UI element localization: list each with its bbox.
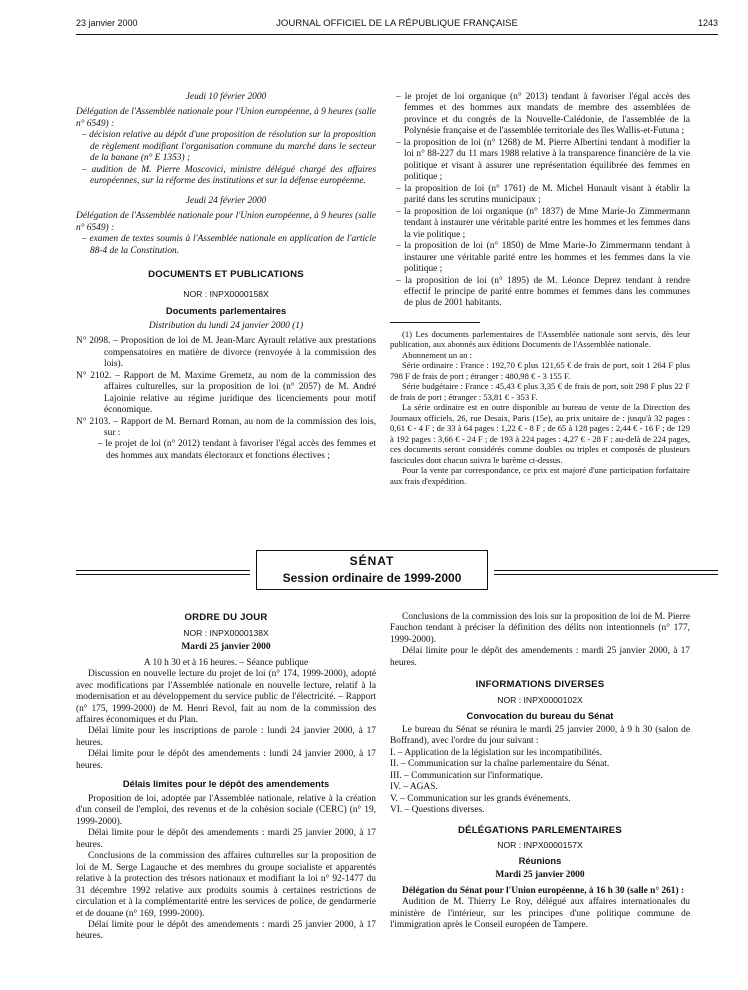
subsection-title: Convocation du bureau du Sénat [466, 709, 614, 721]
agenda-item: II. – Communication sur la chaîne parlementaire du Sénat. [390, 759, 610, 770]
journal-title: JOURNAL OFFICIEL DE LA RÉPUBLIQUE FRANÇAISE [276, 18, 518, 29]
footnote-text: (1) Les documents parlementaires de l'Assemblée nationale sont servis, dès leur publication, aux abonnés aux éditions Documents de l'Assemblée nationale. [390, 328, 690, 350]
agenda-item: V. – Communication sur les grands événements. [390, 793, 571, 804]
bill-item: – la proposition de loi (n° 1268) de M. Pierre Albertini tendant à modifier la loi n° 88-227 du 11 mars 1988 relative à la transparence financière de la vie politique et visant à assurer une représentation équilibrée des femmes en politique ; [396, 137, 690, 183]
subsection-title: Réunions [518, 854, 562, 866]
paragraph: Le bureau du Sénat se réunira le mardi 25 janvier 2000, à 9 h 30 (salon de Boffrand), avec l'ordre du jour suivant : [390, 725, 690, 747]
meeting-date: Mardi 25 janvier 2000 [181, 642, 271, 653]
footnote-text: Série ordinaire : France : 192,70 € plus 121,65 € de frais de port, soit 1 264 F plus 798 F de frais de port ; étranger : 480,98 € - 3 155 F. [390, 360, 690, 381]
delegation-line: Délégation de l'Assemblée nationale pour l'Union européenne, à 9 heures (salle n° 6549) : [76, 211, 376, 233]
paragraph: Proposition de loi, adoptée par l'Assemblée nationale, relative à la création d'un conseil de l'emploi, des revenus et de la cohésion sociale (CERC) (n° 19, 1999-2000). [76, 793, 376, 827]
paragraph: Audition de M. Thierry Le Roy, délégué aux affaires internationales du ministère de l'intérieur, sur les principes d'une politique commune de l'immigration après le Conseil européen de Tampere. [390, 897, 690, 931]
delegation-line: Délégation de l'Assemblée nationale pour l'Union européenne, à 9 heures (salle n° 6549) : [76, 107, 376, 129]
footnote-text: Abonnement un an : [402, 349, 472, 360]
agenda-item: I. – Application de la législation sur les incompatibilités. [390, 747, 602, 758]
paragraph: Délai limite pour le dépôt des amendements : lundi 24 janvier 2000, à 17 heures. [76, 749, 376, 771]
footnote-rule [390, 322, 480, 323]
page-header [76, 18, 718, 32]
document-sub-entry: – le projet de loi (n° 2012) tendant à favoriser l'égal accès des femmes et des hommes aux mandats électoraux et fonctions électives ; [98, 439, 376, 461]
senat-title: SÉNAT [349, 554, 395, 568]
right-bottom-column [390, 612, 690, 932]
footnote-text: La série ordinaire est en outre disponible au bureau de vente de la Direction des Journaux officiels, 26, rue Desaix, Paris (15e), au prix unitaire de : jusqu'à 32 pages : 0,61 € - 4 F ; de 33 à 64 pages : 1,22 € - 8 F ; de 65 à 128 pages : 2,44 € - 16 F ; de 129 à 192 pages : 3,66 € - 24 F ; de 193 à 224 pages : 4,27 € - 28 F ; au-delà de 224 pages, ces documents seront considérés comme doubles ou triples et composés de plusieurs fascicules dont chacun suivra le barème ci-dessus. [390, 402, 690, 465]
section-title: DOCUMENTS ET PUBLICATIONS [148, 269, 304, 281]
agenda-item: VI. – Questions diverses. [390, 805, 485, 816]
section-title: ORDRE DU JOUR [184, 612, 268, 623]
paragraph: Délai limite pour le dépôt des amendements : mardi 25 janvier 2000, à 17 heures. [76, 828, 376, 850]
seance-line: A 10 h 30 et à 16 heures. – Séance publique [143, 657, 309, 668]
subsection-title: Délais limites pour le dépôt des amendements [122, 778, 330, 790]
delegation-line: Délégation du Sénat pour l'Union européenne, à 16 h 30 (salle n° 261) : [402, 885, 685, 896]
bill-item: – la proposition de loi (n° 1761) de M. Michel Hunault visant à établir la parité dans les scrutins municipaux ; [396, 183, 690, 206]
left-top-column [76, 92, 376, 462]
nor-reference: NOR : INPX0000138X [183, 627, 269, 638]
bill-item: – la proposition de loi (n° 1895) de M. Léonce Deprez tendant à rendre effectif le principe de parité entre hommes et femmes dans les communes de plus de 2001 habitants. [396, 275, 690, 309]
senat-banner [256, 550, 488, 590]
header-rule [76, 34, 718, 35]
page-number: 1243 [697, 18, 718, 28]
footnote-text: Série budgétaire : France : 45,43 € plus 3,35 € de frais de port, soit 298 F plus 22 F de frais de port ; étranger : 53,81 € - 353 F. [390, 381, 690, 402]
bill-item: – la proposition de loi (n° 1850) de Mme Marie-Jo Zimmermann tendant à instaurer une véritable parité entre les hommes et les femmes dans la vie politique ; [396, 241, 690, 275]
distribution-line: Distribution du lundi 24 janvier 2000 (1) [148, 320, 304, 331]
agenda-item: III. – Communication sur l'informatique. [390, 770, 543, 781]
subsection-title: Documents parlementaires [165, 305, 287, 317]
agenda-item: – audition de M. Pierre Moscovici, ministre délégué chargé des affaires européennes, sur la réforme des institutions et sur la défense européenne. [82, 164, 376, 187]
agenda-item: IV. – AGAS. [390, 782, 438, 793]
paragraph: Conclusions de la commission des lois sur la proposition de loi de M. Pierre Fauchon tendant à préciser la définition des délits non intentionnels (n° 177, 1999-2000). [390, 612, 690, 645]
bill-item: – le projet de loi organique (n° 2013) tendant à favoriser l'égal accès des femmes et des hommes aux mandats de membre des assemblées de province et du congrès de la Nouvelle-Calédonie, de l'assemblée de la Polynésie française et de l'assemblée territoriale des îles Wallis-et-Futuna ; [396, 92, 690, 137]
day-heading: Jeudi 10 février 2000 [185, 92, 267, 102]
bill-item: – la proposition de loi organique (n° 1837) de Mme Marie-Jo Zimmermann tendant à instaurer une véritable parité entre les hommes et les femmes dans la vie politique ; [396, 206, 690, 240]
agenda-item: – examen de textes soumis à l'Assemblée nationale en application de l'article 88-4 de la Constitution. [82, 234, 376, 256]
section-title: INFORMATIONS DIVERSES [475, 679, 605, 691]
right-top-column [390, 92, 690, 486]
nor-reference: NOR : INPX0000157X [497, 840, 583, 851]
left-bottom-column [76, 612, 376, 943]
senat-session: Session ordinaire de 1999-2000 [282, 570, 462, 585]
footnote-text: Pour la vente par correspondance, ce prix est majoré d'une participation forfaitaire aux frais d'expédition. [390, 465, 690, 486]
header-date: 23 janvier 2000 [76, 18, 138, 28]
document-entry: N° 2102. – Rapport de M. Maxime Gremetz, au nom de la commission des affaires culturelles, sur la proposition de loi (n° 2057) de M. André Lajoinie relative au régime juridique des licenciements pour motif économique. [76, 370, 376, 416]
agenda-item: – décision relative au dépôt d'une proposition de résolution sur la proposition de règlement modifiant l'organisation commune du marché dans le secteur de la banane (n° E 1353) ; [82, 130, 376, 164]
paragraph: Délai limite pour le dépôt des amendements : mardi 25 janvier 2000, à 17 heures. [76, 919, 376, 942]
nor-reference: NOR : INPX0000102X [497, 695, 583, 706]
day-heading: Jeudi 24 février 2000 [185, 195, 267, 206]
paragraph: Délai limite pour le dépôt des amendements : mardi 25 janvier 2000, à 17 heures. [390, 646, 690, 668]
document-entry: N° 2098. – Proposition de loi de M. Jean-Marc Ayrault relative aux prestations compensatoires en matière de divorce (renvoyée à la commission des lois). [76, 336, 376, 370]
paragraph: Discussion en nouvelle lecture du projet de loi (n° 174, 1999-2000), adopté avec modifications par l'Assemblée nationale en nouvelle lecture, relatif à la modernisation et au développement du service public de l'électricité. – Rapport (n° 175, 1999-2000) de M. Henri Revol, fait au nom de la commission des affaires économiques et du Plan. [76, 669, 376, 725]
nor-reference: NOR : INPX0000158X [183, 288, 269, 299]
paragraph: Délai limite pour les inscriptions de parole : lundi 24 janvier 2000, à 17 heures. [76, 726, 376, 748]
section-title: DÉLÉGATIONS PARLEMENTAIRES [457, 824, 623, 836]
meeting-date: Mardi 25 janvier 2000 [495, 870, 585, 881]
document-entry: N° 2103. – Rapport de M. Bernard Roman, au nom de la commission des lois, sur : [76, 416, 376, 438]
paragraph: Conclusions de la commission des affaires culturelles sur la proposition de loi de M. Serge Lagauche et des membres du groupe socialiste et apparentés relative à la protection des trésors nationaux et modifiant la loi n° 92-1477 du 31 décembre 1992 relative aux produits soumis à certaines restrictions de circulation et à la complémentarité entre les services de police, de gendarmerie et de douane (n° 169, 1999-2000). [76, 851, 376, 919]
